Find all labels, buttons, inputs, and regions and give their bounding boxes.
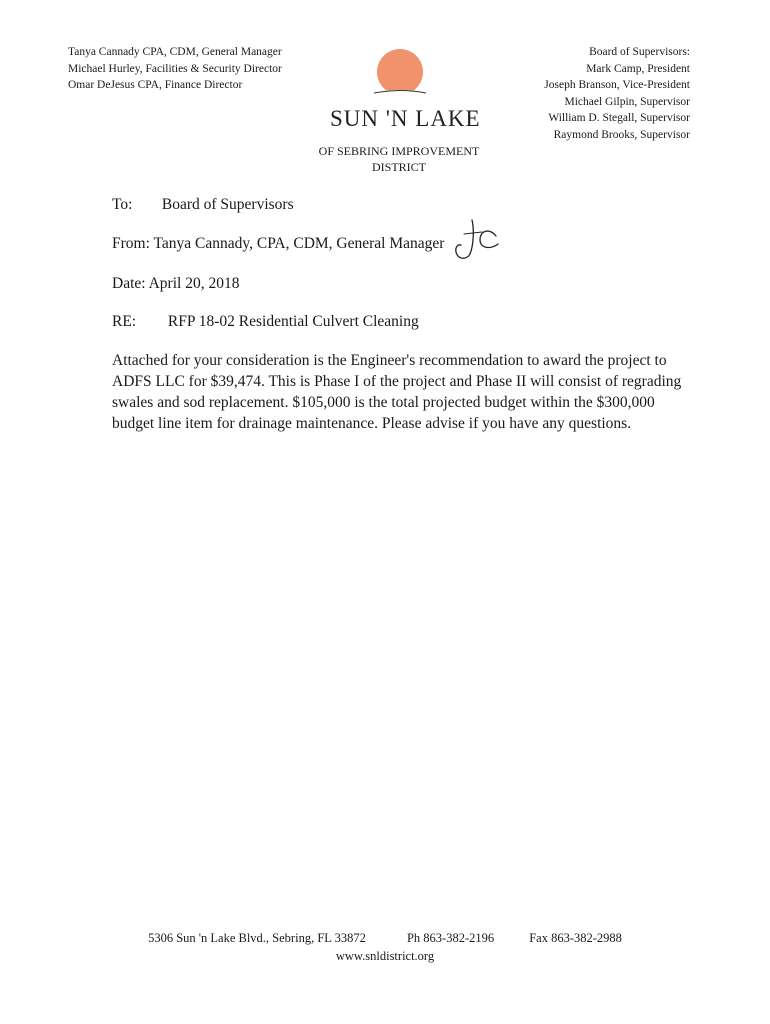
memo-re bbox=[112, 313, 419, 331]
memo-date-value: April 20, 2018 bbox=[148, 275, 240, 292]
footer-fax: Fax 863-382-2988 bbox=[529, 931, 622, 945]
board-member: Mark Camp, President bbox=[586, 62, 690, 75]
logo-subtitle-line: OF SEBRING IMPROVEMENT bbox=[318, 144, 480, 158]
board-heading: Board of Supervisors: bbox=[589, 46, 690, 58]
staff-line: Tanya Cannady CPA, CDM, General Manager bbox=[68, 46, 282, 58]
memo-re-value: RFP 18-02 Residential Culvert Cleaning bbox=[167, 313, 419, 330]
footer-phone: Ph 863-382-2196 bbox=[406, 931, 495, 945]
staff-list bbox=[68, 44, 282, 94]
memo-to-value: Board of Supervisors bbox=[161, 196, 294, 213]
sun-logo-icon bbox=[370, 46, 430, 96]
footer bbox=[0, 929, 770, 965]
staff-line: Michael Hurley, Facilities & Security Director bbox=[68, 62, 282, 75]
board-member: Raymond Brooks, Supervisor bbox=[553, 128, 690, 141]
memo-from-label: From: bbox=[112, 235, 150, 252]
memo-to bbox=[112, 196, 294, 214]
memo-to-label: To: bbox=[112, 196, 133, 213]
memo-from bbox=[112, 235, 444, 253]
board-member: Michael Gilpin, Supervisor bbox=[564, 95, 690, 108]
memo-date bbox=[112, 275, 239, 293]
memo-from-value: Tanya Cannady, CPA, CDM, General Manager bbox=[153, 235, 445, 252]
board-member: Joseph Branson, Vice-President bbox=[544, 79, 690, 91]
memo-date-label: Date: bbox=[112, 275, 146, 292]
footer-website: www.snldistrict.org bbox=[335, 949, 435, 963]
board-list bbox=[544, 44, 690, 143]
logo-subtitle bbox=[302, 144, 496, 175]
memo-body: Attached for your consideration is the Engineer's recommendation to award the project to ADFS LLC for $39,474. This is Phase I of the project and Phase II will consist of regrading swales and sod replacement. $105,000 is the total projected budget within the $300,000 budget line item for drainage maintenance. Please advise if you have any questions. bbox=[112, 352, 682, 432]
staff-line: Omar DeJesus CPA, Finance Director bbox=[68, 79, 243, 91]
memo-re-label: RE: bbox=[112, 313, 137, 330]
board-member: William D. Stegall, Supervisor bbox=[548, 112, 690, 124]
logo-name: SUN 'N LAKE bbox=[330, 106, 481, 131]
logo-subtitle-line: DISTRICT bbox=[372, 159, 426, 174]
signature-initials-icon bbox=[450, 214, 502, 262]
footer-address: 5306 Sun 'n Lake Blvd., Sebring, FL 33872 bbox=[148, 931, 366, 945]
